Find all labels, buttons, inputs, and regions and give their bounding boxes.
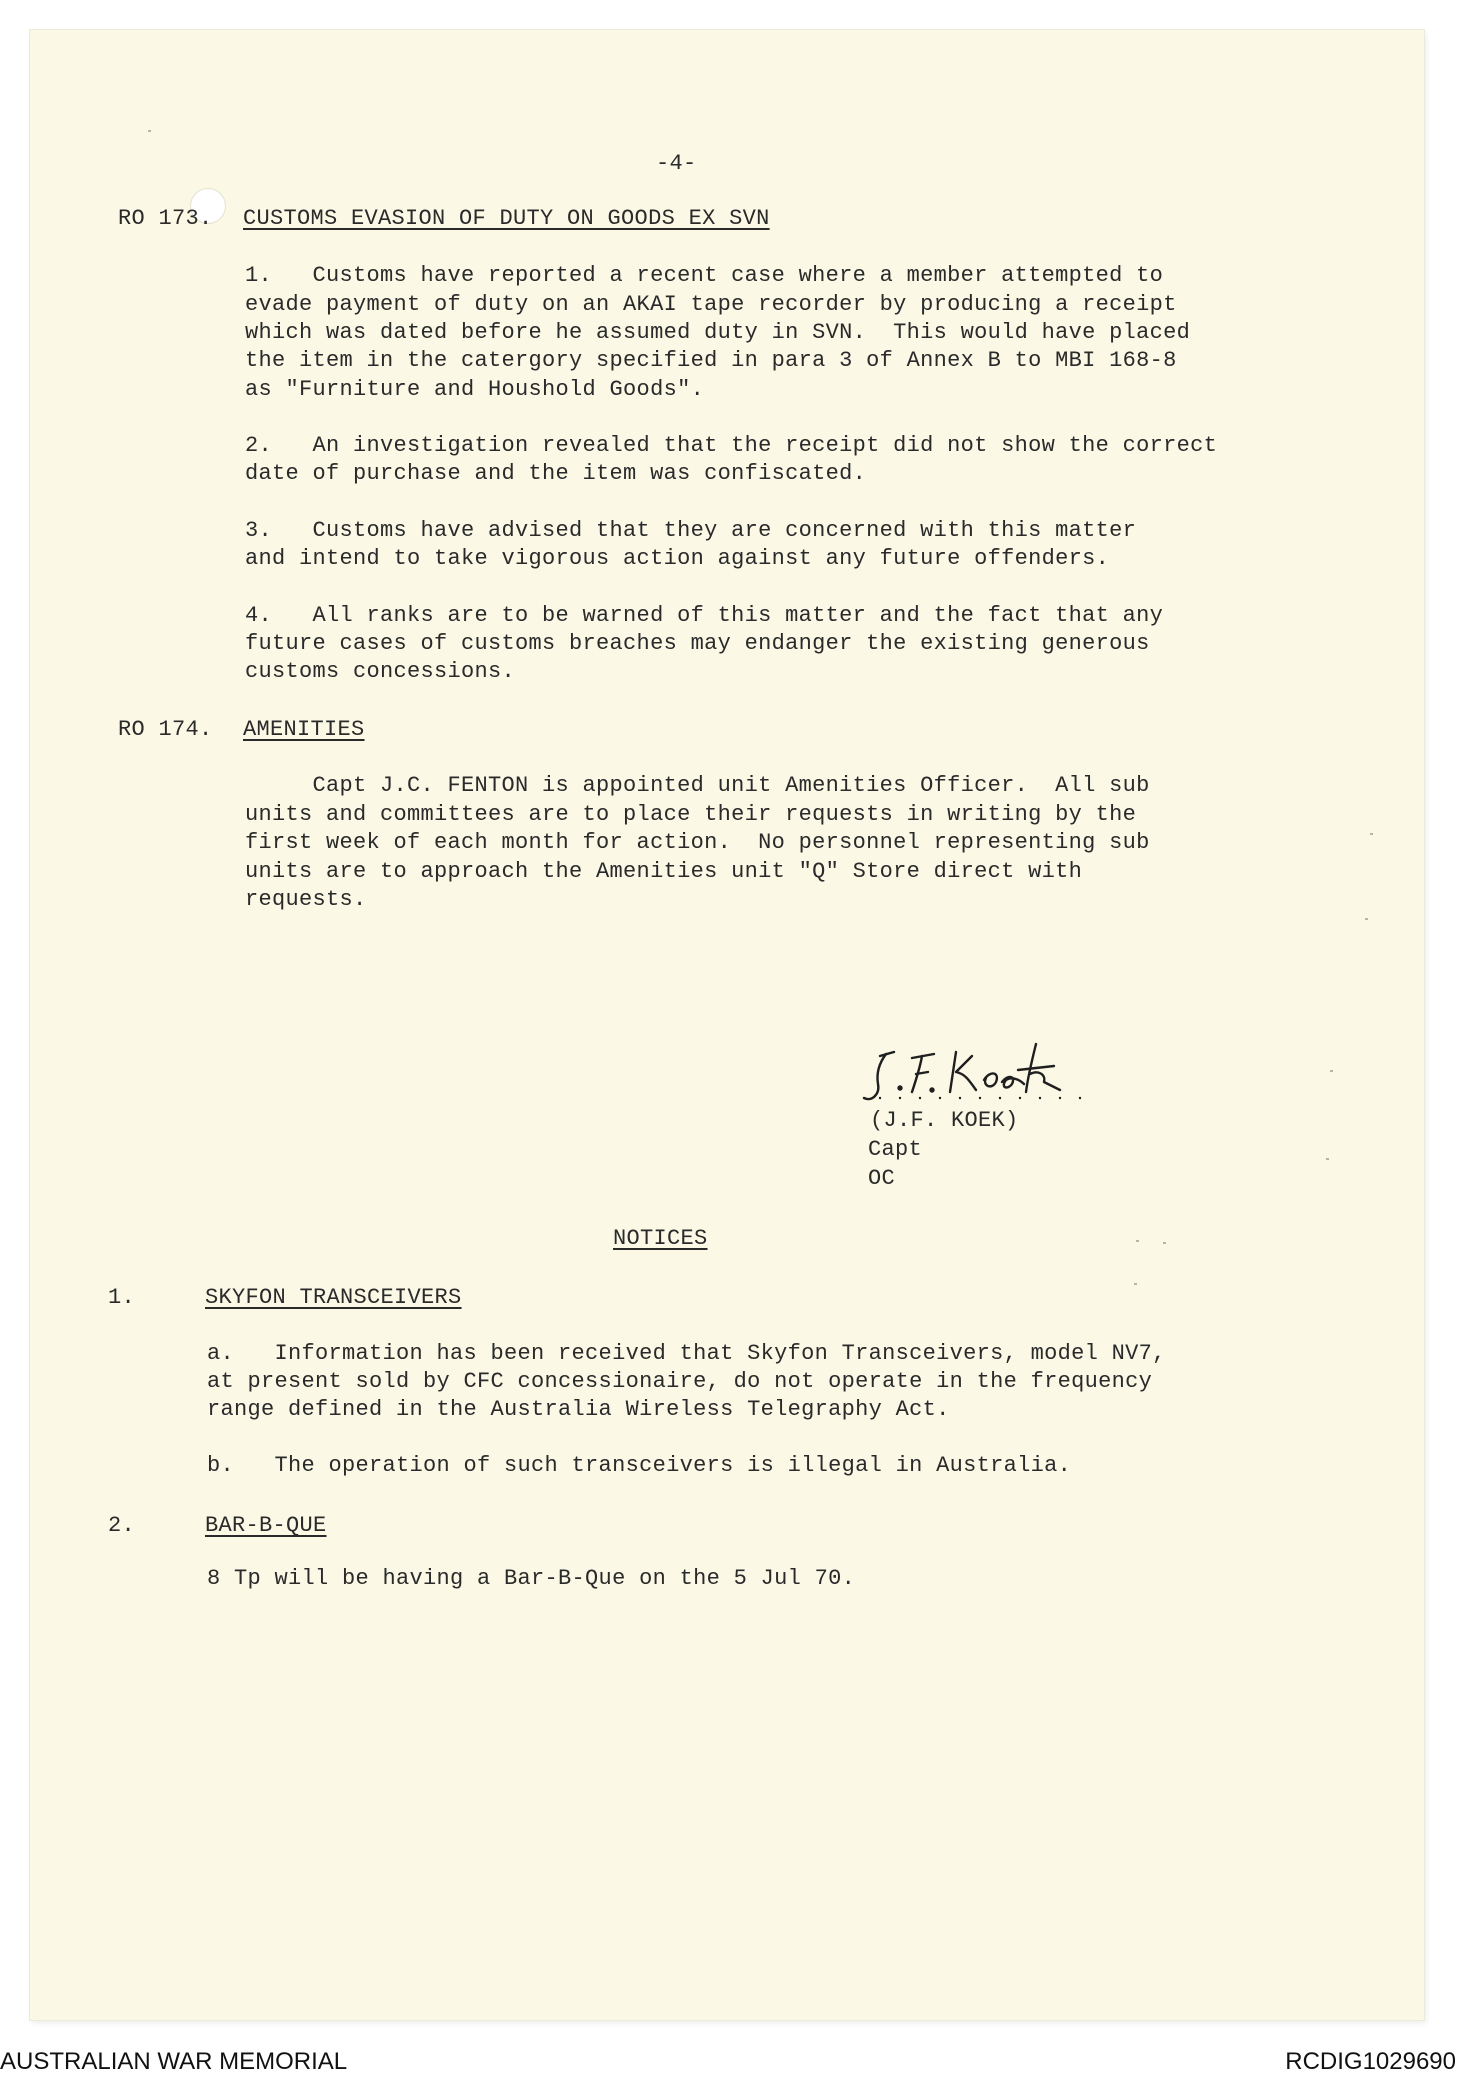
ro173-number: RO 173. [118,206,213,231]
notice1-para-a-line2: at present sold by CFC concessionaire, do not operate in the frequency [207,1369,1153,1394]
notice2-title: BAR-B-QUE [205,1513,327,1538]
notice1-para-b: b. The operation of such transceivers is illegal in Australia. [207,1453,1072,1478]
notice2-number: 2. [108,1513,136,1538]
footer-archive-name: AUSTRALIAN WAR MEMORIAL [0,2048,348,2075]
signatory-rank: Capt [868,1137,923,1162]
notice1-para-a-line1: a. Information has been received that Skyfon Transceivers, model NV7, [207,1341,1166,1366]
ro174-title: AMENITIES [243,717,365,742]
notice1-para-a-line3: range defined in the Australia Wireless Telegraphy Act. [207,1397,950,1422]
ro174-line1: Capt J.C. FENTON is appointed unit Amenities Officer. All sub [245,773,1150,798]
ro173-para1-line2: evade payment of duty on an AKAI tape recorder by producing a receipt [245,292,1177,317]
ro174-number: RO 174. [118,717,213,742]
ro173-para4-line1: 4. All ranks are to be warned of this matter and the fact that any [245,603,1164,628]
ro173-para2-line1: 2. An investigation revealed that the receipt did not show the correct [245,433,1218,458]
notice1-title: SKYFON TRANSCEIVERS [205,1285,462,1310]
ro173-para1-line4: the item in the catergory specified in para 3 of Annex B to MBI 168-8 [245,348,1177,373]
ro173-para4-line3: customs concessions. [245,659,516,684]
ro173-para1-line1: 1. Customs have reported a recent case where a member attempted to [245,263,1164,288]
ro173-para3-line2: and intend to take vigorous action against any future offenders. [245,546,1110,571]
ro173-title: CUSTOMS EVASION OF DUTY ON GOODS EX SVN [243,206,770,231]
ro173-para1-line5: as "Furniture and Houshold Goods". [245,377,705,402]
ro173-para2-line2: date of purchase and the item was confiscated. [245,461,867,486]
signatory-appointment: OC [868,1166,896,1191]
handwritten-signature [860,1040,1120,1112]
ro174-line5: requests. [245,887,367,912]
ro174-line3: first week of each month for action. No personnel representing sub [245,830,1150,855]
ro173-para3-line1: 3. Customs have advised that they are concerned with this matter [245,518,1137,543]
ro173-para1-line3: which was dated before he assumed duty in SVN. This would have placed [245,320,1191,345]
ro174-line4: units are to approach the Amenities unit "Q" Store direct with [245,859,1083,884]
signatory-name: (J.F. KOEK) [870,1108,1019,1133]
notice2-text: 8 Tp will be having a Bar-B-Que on the 5 Jul 70. [207,1566,856,1591]
page-number: -4- [656,151,697,176]
ro173-para4-line2: future cases of customs breaches may endanger the existing generous [245,631,1150,656]
ro174-line2: units and committees are to place their requests in writing by the [245,802,1137,827]
notice1-number: 1. [108,1285,136,1310]
footer-record-id: RCDIG1029690 [1285,2048,1456,2075]
notices-heading: NOTICES [613,1226,708,1251]
